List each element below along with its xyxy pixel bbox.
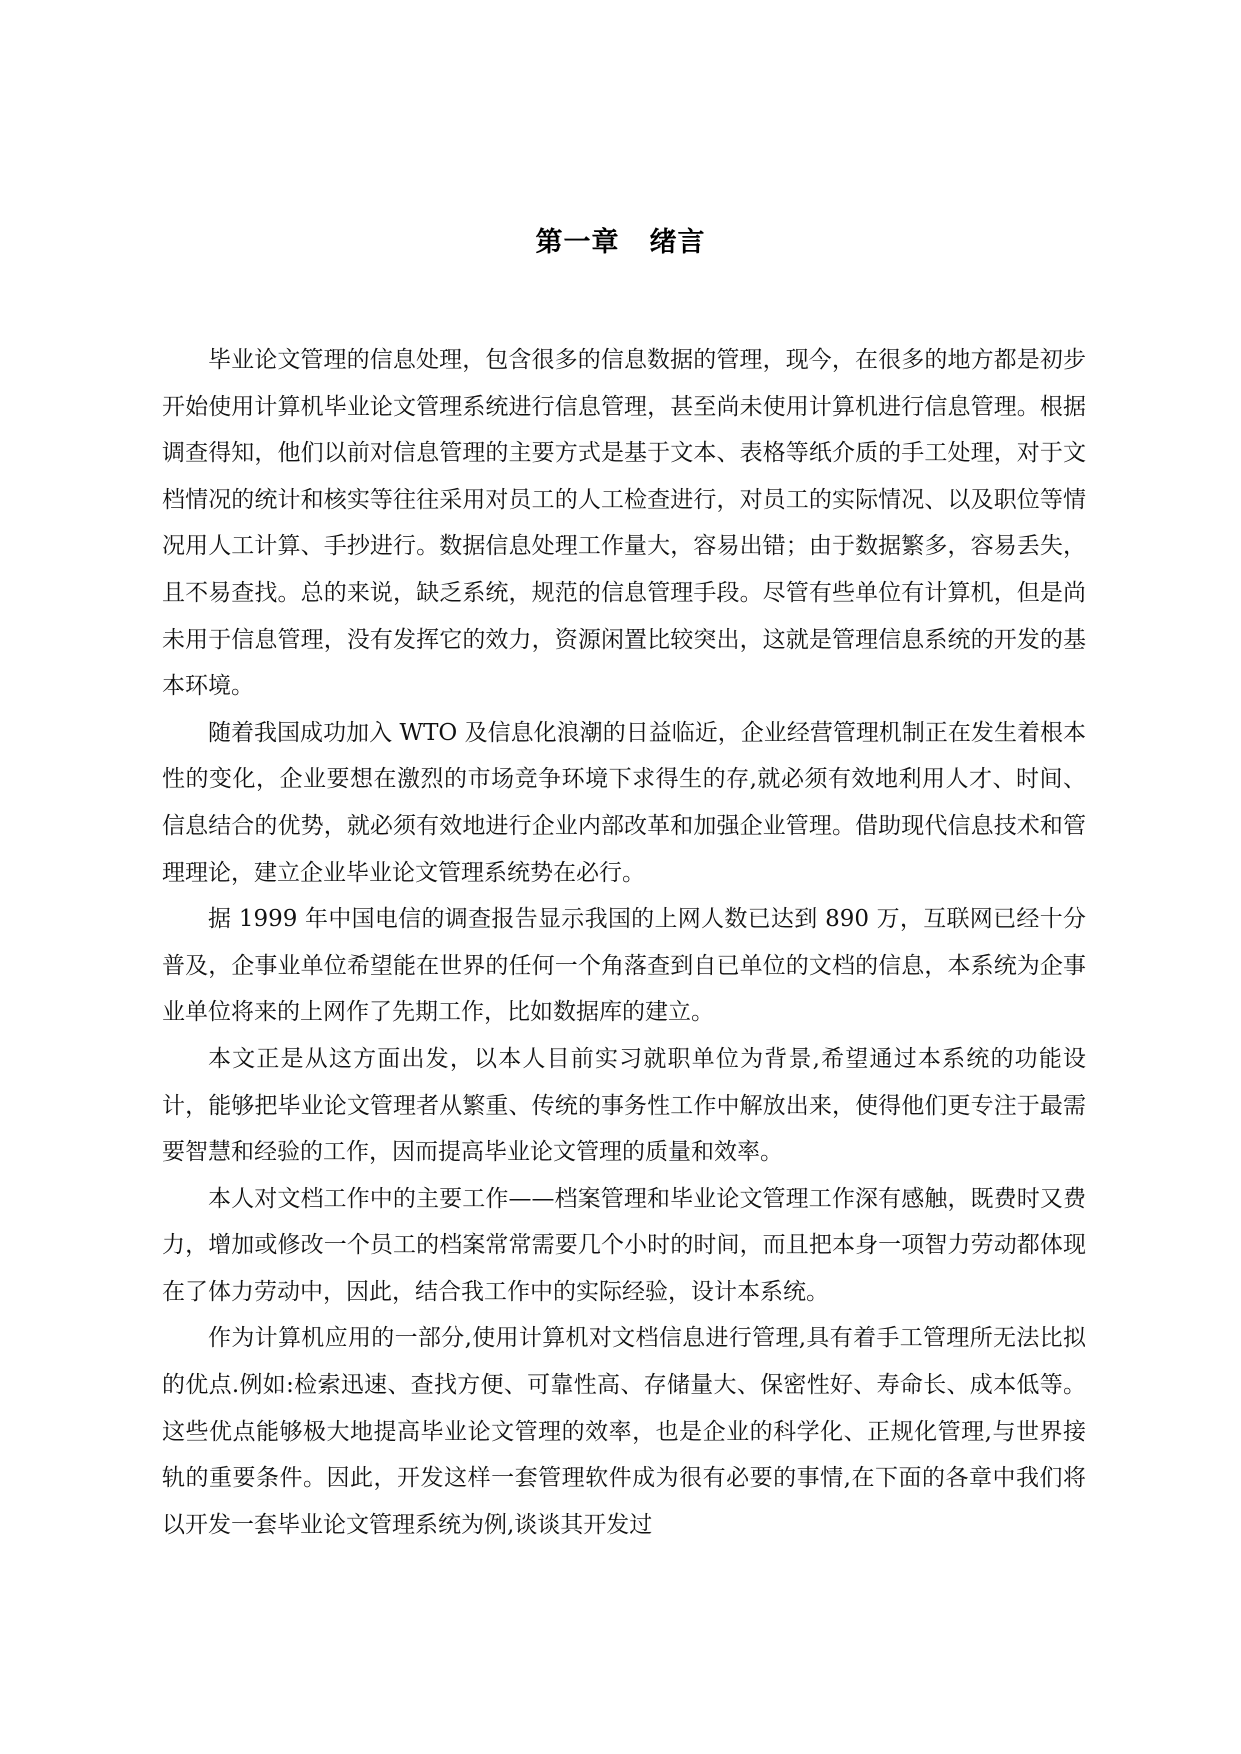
paragraph: 毕业论文管理的信息处理，包含很多的信息数据的管理，现今，在很多的地方都是初步开始使用计算机毕业论文管理系统进行信息管理，甚至尚未使用计算机进行信息管理。根据调查得知，他们以前对信息管理的主要方式是基于文本、表格等纸介质的手工处理，对于文档情况的统计和核实等往往采用对员工的人工检查进行，对员工的实际情况、以及职位等情况用人工计算、手抄进行。数据信息处理工作量大，容易出错；由于数据繁多，容易丢失，且不易查找。总的来说，缺乏系统，规范的信息管理手段。尽管有些单位有计算机，但是尚未用于信息管理，没有发挥它的效力，资源闲置比较突出，这就是管理信息系统的开发的基本环境。 [162,347,1086,700]
paragraph: 据 1999 年中国电信的调查报告显示我国的上网人数已达到 890 万，互联网已经十分普及，企事业单位希望能在世界的任何一个角落查到自已单位的文档的信息，本系统为企事业单位将来的上网作了先期工作，比如数据库的建立。 [162,906,1086,1026]
paragraph: 本文正是从这方面出发，以本人目前实习就职单位为背景,希望通过本系统的功能设计，能够把毕业论文管理者从繁重、传统的事务性工作中解放出来，使得他们更专注于最需要智慧和经验的工作，因而提高毕业论文管理的质量和效率。 [162,1045,1086,1166]
chapter-number: 第一章 [535,227,620,258]
chapter-heading [0,220,1241,259]
paragraph: 作为计算机应用的一部分,使用计算机对文档信息进行管理,具有着手工管理所无法比拟的优点.例如:检索迅速、查找方便、可靠性高、存储量大、保密性好、寿命长、成本低等。这些优点能够极大地提高毕业论文管理的效率，也是企业的科学化、正规化管理,与世界接轨的重要条件。因此，开发这样一套管理软件成为很有必要的事情,在下面的各章中我们将以开发一套毕业论文管理系统为例,谈谈其开发过 [162,1325,1086,1538]
paragraph: 本人对文档工作中的主要工作——档案管理和毕业论文管理工作深有感触，既费时又费力，增加或修改一个员工的档案常常需要几个小时的时间，而且把本身一项智力劳动都体现在了体力劳动中，因此，结合我工作中的实际经验，设计本系统。 [162,1185,1086,1305]
chapter-title: 绪言 [649,227,706,258]
paragraph: 随着我国成功加入 WTO 及信息化浪潮的日益临近，企业经营管理机制正在发生着根本性的变化，企业要想在激烈的市场竞争环境下求得生的存,就必须有效地利用人才、时间、信息结合的优势，就必须有效地进行企业内部改革和加强企业管理。借助现代信息技术和管理理论，建立企业毕业论文管理系统势在必行。 [162,719,1086,886]
body-text [162,337,1086,1548]
